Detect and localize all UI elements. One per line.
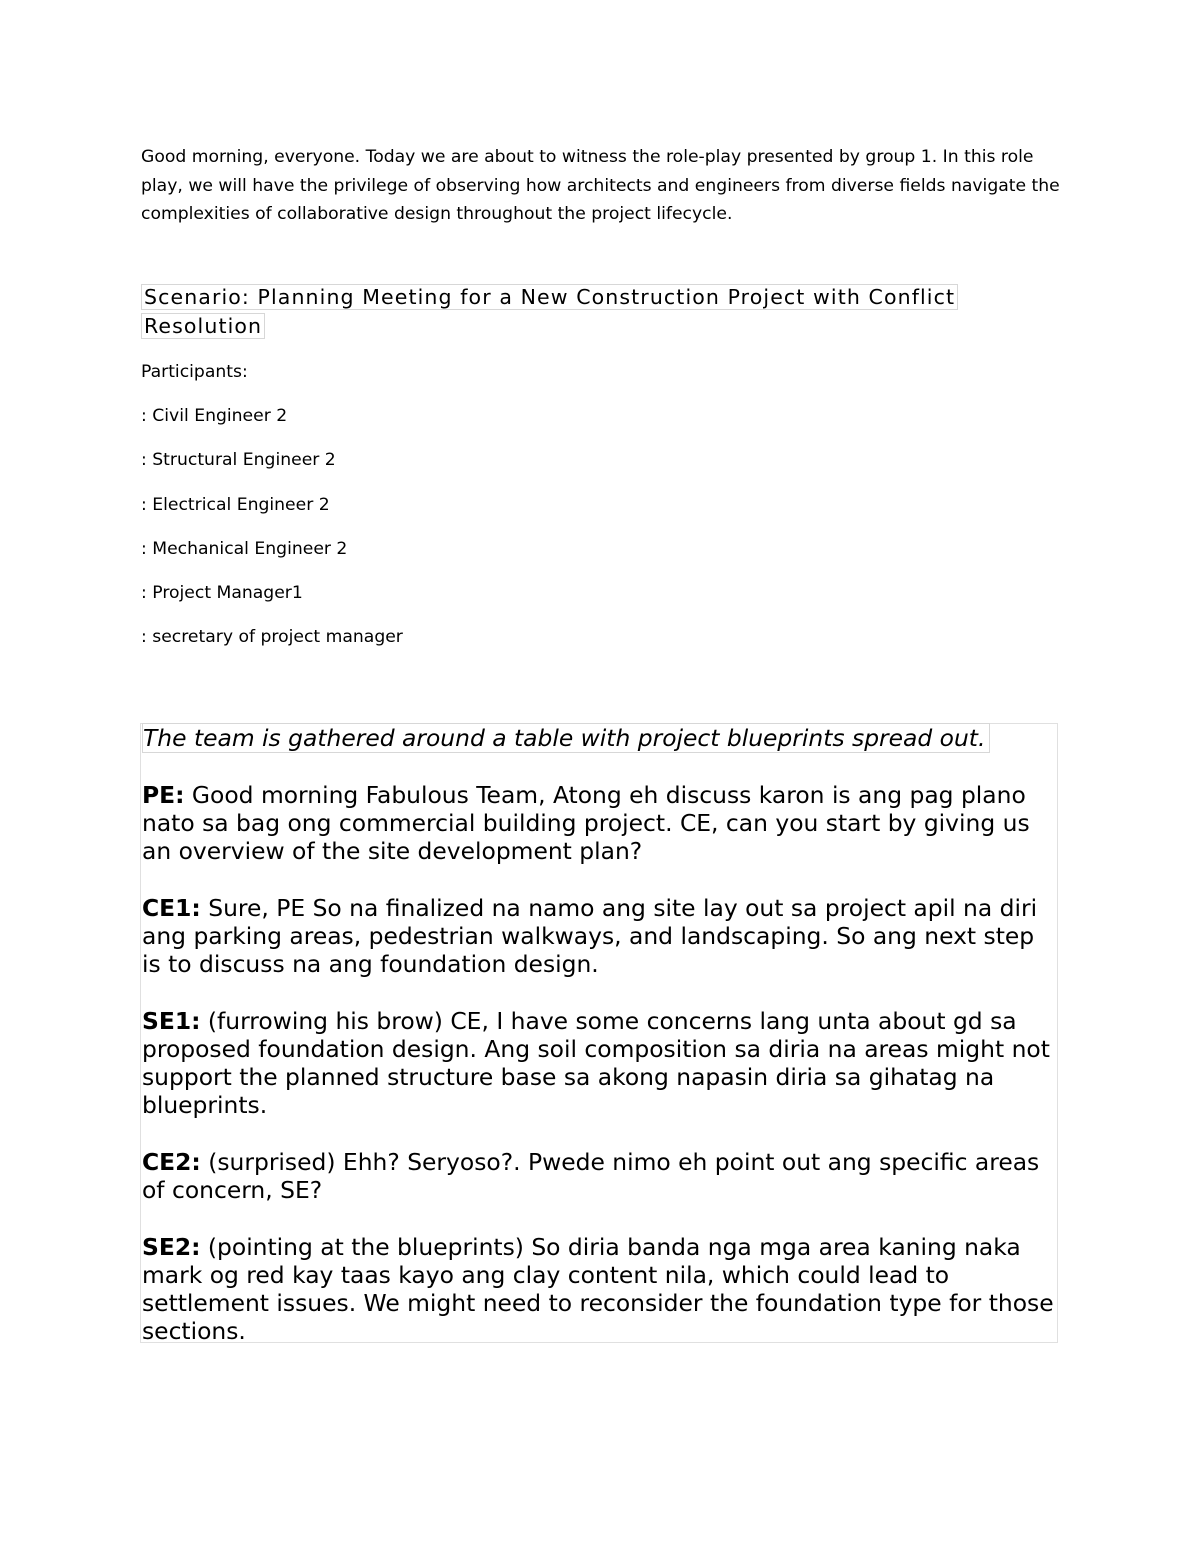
dialogue-text: (pointing at the blueprints) So diria banda nga mga area kaning naka mark og red kay taas kayo ang clay content nila, which could lead to settlement issues. We might need to reconsider the foundation type for those sections. xyxy=(142,1233,1054,1345)
dialogue-text: Sure, PE So na finalized na namo ang site lay out sa project apil na diri ang parking areas, pedestrian walkways, and landscaping. So ang next step is to discuss na ang foundation design. xyxy=(142,894,1038,978)
speaker-label: SE2: xyxy=(142,1233,201,1261)
participant-item: : Civil Engineer 2 xyxy=(141,406,288,426)
scenario-title xyxy=(141,283,1041,340)
dialogue-block xyxy=(142,724,1060,1374)
dialogue-line xyxy=(142,1007,1060,1119)
dialogue-line xyxy=(142,1148,1060,1204)
participant-item: : Electrical Engineer 2 xyxy=(141,494,330,515)
participant-item: : Mechanical Engineer 2 xyxy=(141,538,348,559)
dialogue-text: Good morning Fabulous Team, Atong eh discuss karon is ang pag plano nato sa bag ong commercial building project. CE, can you start by giving us an overview of the site development plan? xyxy=(142,781,1030,865)
participant-item: : Project Manager1 xyxy=(141,583,303,604)
dialogue-line xyxy=(142,894,1060,978)
speaker-label: CE1: xyxy=(142,894,201,922)
speaker-label: CE2: xyxy=(142,1148,201,1176)
dialogue-text: (furrowing his brow) CE, I have some concerns lang unta about gd sa proposed foundation design. Ang soil composition sa diria na areas might not support the planned structure base sa akong napasin diria sa gihatag na blueprints. xyxy=(142,1007,1050,1119)
scenario-title-text: Scenario: Planning Meeting for a New Construction Project with Conflict Resolution xyxy=(141,284,958,339)
participant-item: : Structural Engineer 2 xyxy=(141,450,336,471)
stage-direction xyxy=(142,724,1060,752)
dialogue-line xyxy=(142,781,1060,865)
participants-list xyxy=(141,402,403,668)
stage-direction-text: The team is gathered around a table with project blueprints spread out. xyxy=(142,723,990,753)
intro-paragraph: Good morning, everyone. Today we are about to witness the role-play presented by group 1. In this role play, we will have the privilege of observing how architects and engineers from diverse fields navigate the complexities of collaborative design throughout the project lifecycle. xyxy=(141,147,1060,224)
participants-label: Participants: xyxy=(141,362,248,382)
dialogue-line xyxy=(142,1233,1060,1345)
participant-item: : secretary of project manager xyxy=(141,627,403,648)
speaker-label: PE: xyxy=(142,781,185,809)
speaker-label: SE1: xyxy=(142,1007,201,1035)
dialogue-text: (surprised) Ehh? Seryoso?. Pwede nimo eh point out ang specific areas of concern, SE? xyxy=(142,1148,1040,1204)
